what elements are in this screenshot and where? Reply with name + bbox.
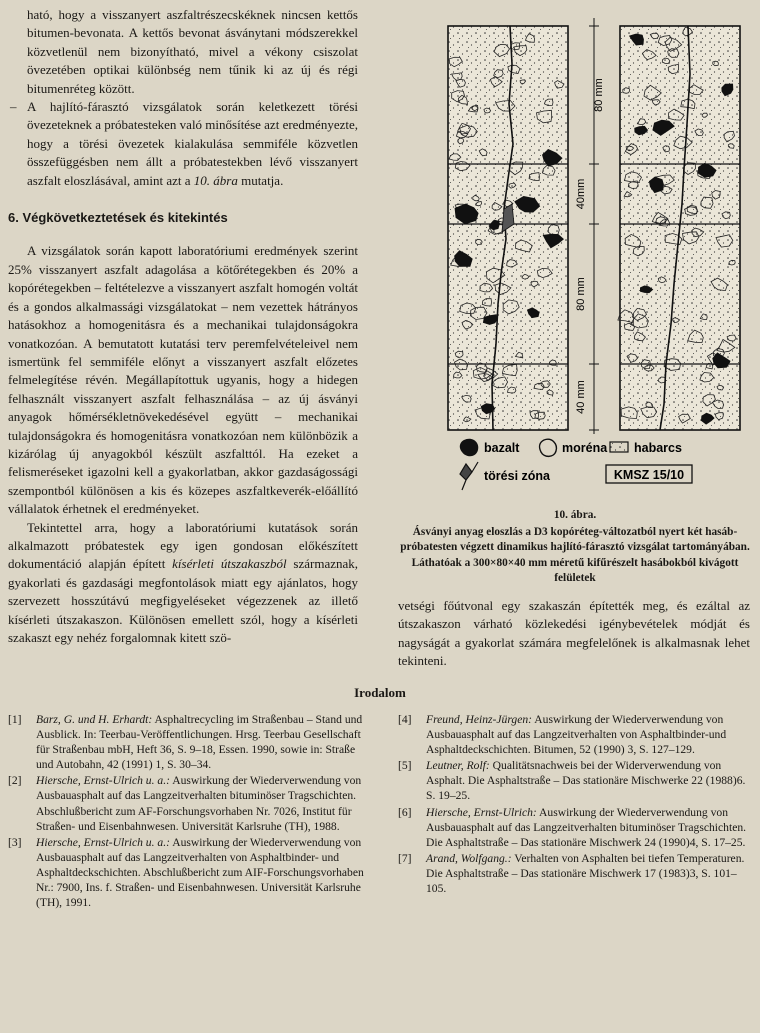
reference-number: [2] xyxy=(8,774,22,788)
bullet-text: A hajlító-fárasztó vizsgálatok során keletkezett törési övezeteknek a próbatesteken való minősítése azt eredményezte, hogy a törési övezetek kialakulása semmiféle közvetlen összefüggésben nem állt a próbatestekben lévő visszanyert aszfalt eloszlásával, amint azt a xyxy=(27,99,358,188)
dimension-label-3: 80 mm xyxy=(575,277,587,311)
reference-text: Auswirkung der Wiederverwendung von Ausbauasphalt auf das Langzeitverhalten von Asphaltbinder- und Asphaltdeckschichten. Abschlußbericht zum AIF-Forschungsvorhaben Nr.: 7900, Ins. f. Straßen- und Eisenbahnwesen. Universität Karlsruhe (TH), 1991. xyxy=(36,835,364,910)
legend-morena: moréna xyxy=(562,441,608,455)
habarcs-icon xyxy=(610,442,628,452)
reference-author: Leutner, Rolf: xyxy=(426,759,490,773)
dimension-label-2: 40mm xyxy=(575,178,587,210)
reference-item xyxy=(8,712,364,772)
caption-number: 10. ábra. xyxy=(553,509,597,521)
morena-icon xyxy=(540,439,557,456)
legend-habarcs: habarcs xyxy=(634,441,682,455)
reference-author: Arand, Wolfgang.: xyxy=(426,851,512,865)
reference-number: [4] xyxy=(398,713,412,726)
paragraph-outlook-italic: kísérleti útszakaszból xyxy=(172,556,287,572)
reference-item xyxy=(398,851,752,896)
bullet-dash: – xyxy=(10,99,17,115)
reference-text: Auswirkung der Wiederverwendung von Ausbauasphalt auf das Langzeitverhalten von Asphaltbinder-und Asphaltdeckschichten. Bitumen, 52 (1990) 3, S. 127–129. xyxy=(426,713,727,757)
dimension-label-4: 40 mm xyxy=(575,380,587,414)
legend xyxy=(460,439,692,490)
reference-item xyxy=(398,758,752,803)
section-heading: 6. Végkövetkeztetések és kitekintés xyxy=(8,210,228,226)
reference-author: Hiersche, Ernst-Ulrich u. a.: xyxy=(36,835,170,849)
fracture-zone-icon xyxy=(460,462,478,490)
bullet-text-end: mutatja. xyxy=(241,172,284,188)
paragraph-conclusions: A vizsgálatok során kapott laboratóriumi eredmények szerint 25% visszanyert aszfalt adagolása a kötőrétegekben és 20% a kopórétegekben – feltételezve a visszanyert aszfalt homogén voltát és a gondos alkalmassági vizsgálatokat – nem vezettek hátrányos hatásokhoz a homogenitásra és a mechanikai tulajdonságokra vonatkozóan. A bemutatott kutatási terv peremfelvételeivel nem ismertünk fel semmiféle előnyt a visszanyert aszfalt előzetes felmelegítése révén. Megállapítottuk ugyanis, hogy a hidegen felhasznált visszanyert aszfalt felhasználása – az új ásványi anyagok hőmérsékletnövekedésével együtt – mechanikai tulajdonságokra és homogenitásra vonatkozóan nem különbözik a kizárólag új anyagokból készült aszfalttól. Ha ezeket a felismeréseket igazolni kell a gyakorlatban, akkor gazdaságossági szempontból különösen a kis és közepes aszfaltkeverék-előállító vállalatok érhetnek el eredményeket. xyxy=(8,243,358,517)
figure-10 xyxy=(438,4,758,494)
paragraph-intro: ható, hogy a visszanyert aszfaltrészecskéknek nincsen kettős bitumen-bevonata. A kettős bevonat ásványtani módszerekkel közvetlenül nem bizonyítható, mivel a vékony csiszolat övezetében optikai különbség nem tűnik ki az új és régi bitumenréteg között. xyxy=(27,7,358,96)
left-column xyxy=(8,6,358,647)
references-right xyxy=(398,712,752,897)
reference-text: Asphaltrecycling im Straßenbau – Stand und Ausblick. In: Teerbau-Veröffentlichungen. Hrsg. Teerbau Gesellschaft für Straßenbau mbH, Heft 36, S. 9–18, Essen. 1990, sowie in: Straße und Autobahn, 42 (1991) 1, S. 30–34. xyxy=(36,713,363,772)
legend-bazalt: bazalt xyxy=(484,441,520,455)
dimension-label-1: 80 mm xyxy=(593,78,605,112)
figure-reference: 10. ábra xyxy=(193,172,238,188)
specimen-diagram xyxy=(438,4,758,494)
bullet-item xyxy=(8,98,358,190)
reference-item xyxy=(398,712,752,757)
reference-text: Auswirkung der Wiederverwendung von Ausbauasphalt auf das Langzeitverhalten bituminöser Tragschichten. Abschlußbericht zum AF-Forschungsvorhaben Nr. 7026, Institut für Straßen- und Eisenbahnwesen. Universität Karlsruhe (TH), 1988. xyxy=(36,774,362,833)
paragraph-outlook-text-b: származnak, gyakorlati és gazdasági megfontolások miatt egy ajánlatos, hogy szervezett hosszútávú megfigyeléseket végezzenek az illető kísérleti útszakaszon. Különösen emellett szól, hogy a kísérleti szakaszt egy nehéz forgalomnak kitett szö- xyxy=(8,556,359,645)
paragraph-outlook xyxy=(8,519,358,648)
legend-toresi-zona: törési zóna xyxy=(484,469,550,483)
reference-author: Hiersche, Ernst-Ulrich: xyxy=(426,805,537,819)
bazalt-icon xyxy=(460,439,478,457)
reference-text: Qualitätsnachweis bei der Widerverwendung von Asphalt. Die Asphaltstraße – Das stationäre Mischwerke 22 (1988)6. S. 19–25. xyxy=(426,759,746,803)
reference-item xyxy=(8,835,364,910)
reference-author: Barz, G. und H. Erhardt: xyxy=(36,713,153,726)
figure-caption xyxy=(392,508,758,587)
reference-number: [3] xyxy=(8,835,22,849)
caption-text: Ásványi anyag eloszlás a D3 kopóréteg-változatból nyert két hasáb-próbatesten végzett dinamikus hajlító-fárasztó vizsgálat tartományában. Láthatóak a 300×80×40 mm méretű kifűrészelt hasábokból kivágott felületek xyxy=(400,525,750,584)
paragraph-continuation: vetségi főútvonal egy szakaszán építették meg, és ezáltal az útszakaszon várható közlekedési igénybevételek módját és nagyságát a gyakorlat számára megfelelőnek is alkalmasnak lehet tekinteni. xyxy=(398,598,750,668)
reference-number: [5] xyxy=(398,759,412,773)
paragraph-outlook-text-a: Tekintettel arra, hogy a laboratóriumi kutatások során alkalmazott próbatestek egy igen gondosan előkészített dokumentáció alapján épített xyxy=(8,519,358,572)
reference-author: Hiersche, Ernst-Ulrich u. a.: xyxy=(36,774,170,788)
reference-number: [6] xyxy=(398,805,412,819)
references-title: Irodalom xyxy=(354,685,406,700)
reference-item xyxy=(8,773,364,833)
references-left xyxy=(8,712,364,911)
figure-code: KMSZ 15/10 xyxy=(613,468,685,482)
reference-number: [7] xyxy=(398,851,412,865)
right-column xyxy=(398,597,750,670)
reference-item xyxy=(398,805,752,850)
reference-number: [1] xyxy=(8,713,22,726)
reference-text: Verhalten von Asphalten bei tiefen Temperaturen. Die Asphaltstraße – Das stationäre Mischwerk 17 (1983)3, S. 101–105. xyxy=(426,851,745,896)
reference-text: Auswirkung der Wiederverwendung von Ausbauasphalt auf das Langzeitverhalten bituminöser Tragschichten. Die Asphaltstraße – Das stationäre Mischwerk 24 (1990)4, S. 17–25. xyxy=(426,805,747,849)
reference-author: Freund, Heinz-Jürgen: xyxy=(426,713,533,726)
